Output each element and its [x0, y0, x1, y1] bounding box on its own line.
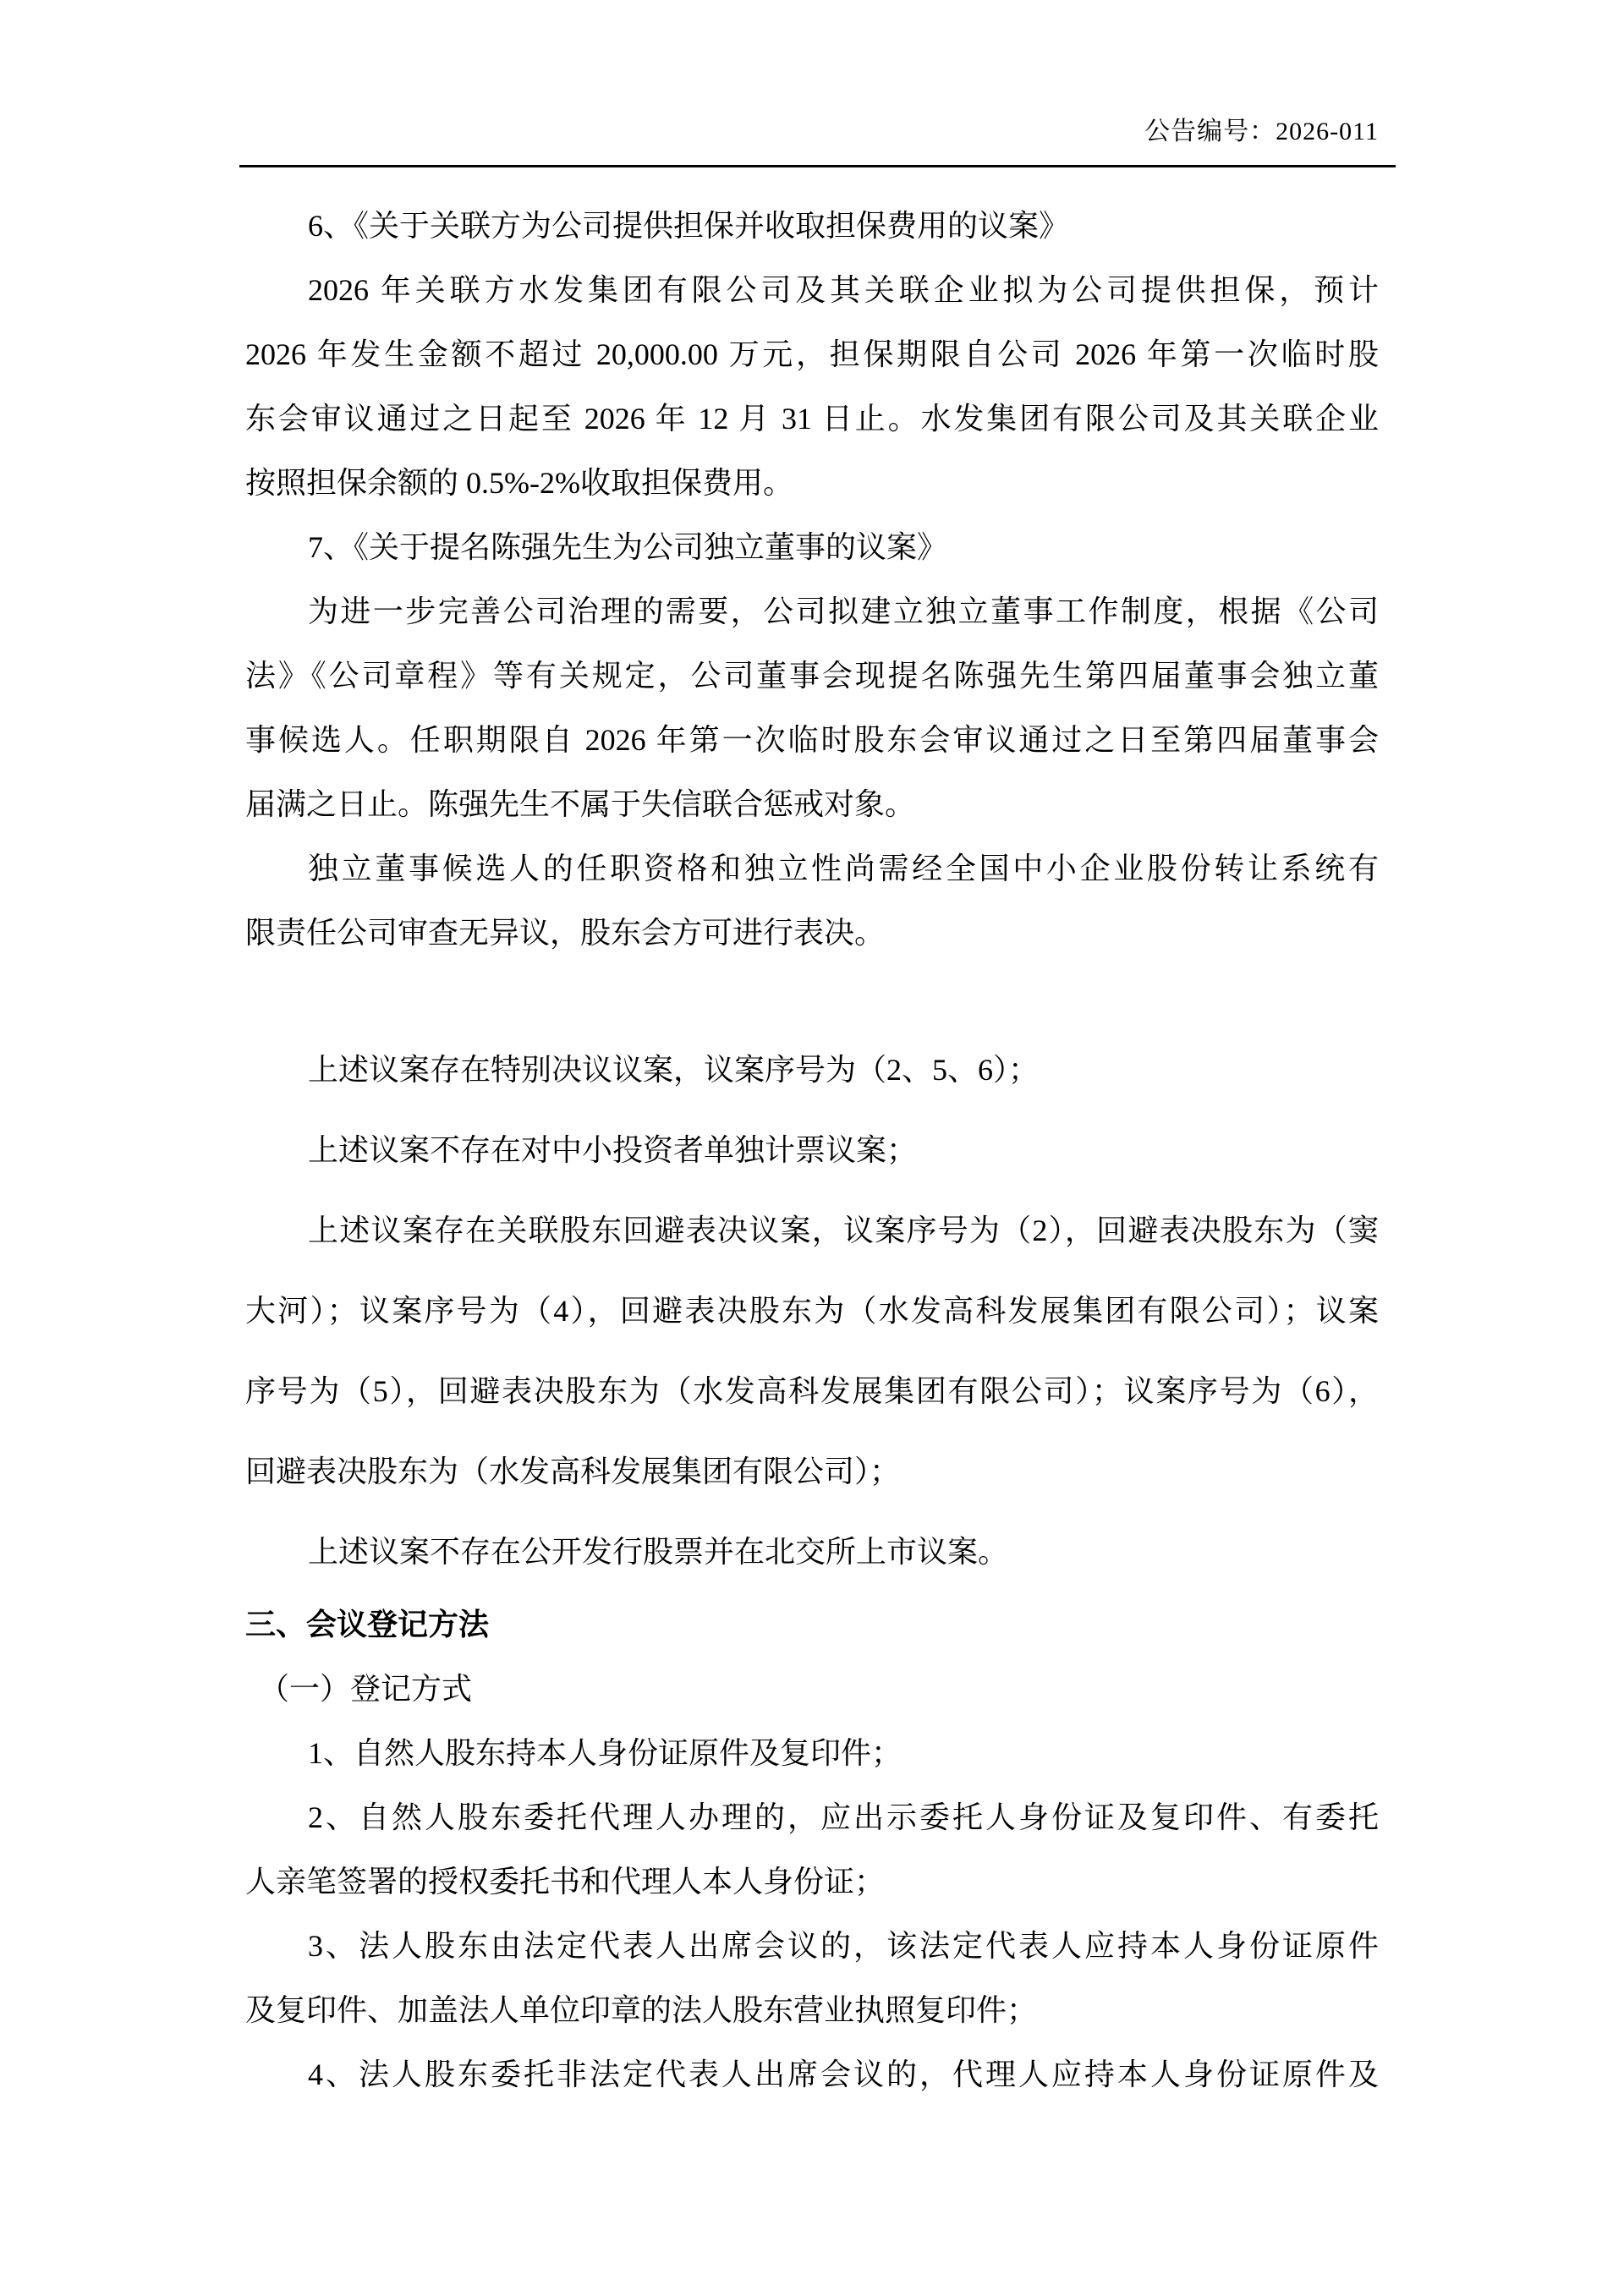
independent-director-review-line: 限责任公司审查无异议，股东会方可进行表决。: [245, 916, 886, 950]
proposal-6-title: 6、《关于关联方为公司提供担保并收取担保费用的议案》: [308, 209, 1070, 243]
registration-item-line: 1、自然人股东持本人身份证原件及复印件；: [308, 1736, 903, 1770]
proposal-6-body-line: 东会审议通过之日起至 2026 年 12 月 31 日止。水发集团有限公司及其关联企业: [245, 402, 1379, 436]
related-shareholder-line: 回避表决股东为（水发高科发展集团有限公司）；: [245, 1455, 901, 1488]
section-3-heading: 三、会议登记方法: [245, 1607, 490, 1641]
announcement-number: 公告编号：2026-011: [1144, 118, 1379, 145]
blank-line: [245, 965, 1379, 1030]
registration-item-line: 人亲笔签署的授权委托书和代理人本人身份证；: [245, 1865, 886, 1899]
header-divider: [239, 165, 1396, 167]
registration-item-line: 及复印件、加盖法人单位印章的法人股东营业执照复印件；: [245, 1993, 1038, 2027]
independent-director-review-line: 独立董事候选人的任职资格和独立性尚需经全国中小企业股份转让系统有: [308, 852, 1379, 885]
proposal-6-body-line: 2026 年发生金额不超过 20,000.00 万元，担保期限自公司 2026 年第一次临时股: [245, 337, 1379, 371]
resolutions-block: [245, 1030, 1379, 1592]
proposal-7-body-line: 事候选人。任职期限自 2026 年第一次临时股东会审议通过之日至第四届董事会: [245, 723, 1379, 757]
proposal-7-body-line: 届满之日止。陈强先生不属于失信联合惩戒对象。: [245, 787, 916, 821]
related-shareholder-line: 上述议案存在关联股东回避表决议案，议案序号为（2），回避表决股东为（窦: [308, 1214, 1379, 1247]
public-offering-line: 上述议案不存在公开发行股票并在北交所上市议案。: [308, 1535, 1009, 1569]
separate-vote-line: 上述议案不存在对中小投资者单独计票议案；: [308, 1133, 918, 1167]
registration-item-line: 2、自然人股东委托代理人办理的，应出示委托人身份证及复印件、有委托: [308, 1800, 1379, 1834]
registration-item-line: 3、法人股东由法定代表人出席会议的，该法定代表人应持本人身份证原件: [308, 1929, 1379, 1963]
proposal-6-body-line: 按照担保余额的 0.5%-2%收取担保费用。: [245, 466, 793, 500]
proposal-7-body-line: 法》《公司章程》等有关规定，公司董事会现提名陈强先生第四届董事会独立董: [245, 659, 1379, 693]
proposal-6-body-line: 2026 年关联方水发集团有限公司及其关联企业拟为公司提供担保，预计: [308, 273, 1379, 307]
page-content: [245, 0, 1379, 2107]
related-shareholder-line: 大河）；议案序号为（4），回避表决股东为（水发高科发展集团有限公司）；议案: [245, 1294, 1379, 1328]
related-shareholder-line: 序号为（5），回避表决股东为（水发高科发展集团有限公司）；议案序号为（6），: [245, 1374, 1379, 1408]
registration-item-line: 4、法人股东委托非法定代表人出席会议的，代理人应持本人身份证原件及: [308, 2058, 1379, 2091]
special-resolution-line: 上述议案存在特别决议议案，议案序号为（2、5、6）；: [308, 1053, 1040, 1087]
proposal-7-title: 7、《关于提名陈强先生为公司独立董事的议案》: [308, 530, 948, 564]
section-3-subheading: （一）登记方式: [259, 1672, 473, 1706]
page-header: [245, 0, 1379, 151]
document-body: [245, 194, 1379, 2107]
proposal-7-body-line: 为进一步完善公司治理的需要，公司拟建立独立董事工作制度，根据《公司: [308, 595, 1379, 628]
